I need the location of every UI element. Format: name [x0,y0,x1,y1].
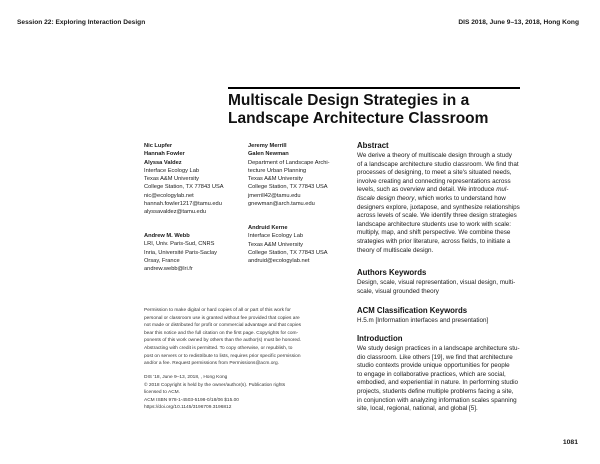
acm-classification-heading: ACM Classification Keywords [357,306,468,315]
abstract-line: landscape architecture students use to work with scale: [357,220,512,228]
affiliation-line: tecture Urban Planning [248,167,307,174]
author-webb [144,232,217,273]
abstract-emphasis: tiscale design theory [357,194,415,202]
author-name: Jeremy Merrill [248,143,287,149]
reference-line: © 2018 Copyright is held by the owner/author(s). Publication rights [144,382,286,388]
affiliation-line: College Station, TX 77843 USA [248,184,328,191]
introduction-heading: Introduction [357,334,403,343]
abstract-line [357,186,520,195]
author-name: Alyssa Valdez [144,159,182,166]
conference-header: DIS 2018, June 9–13, 2018, Hong Kong [458,19,579,26]
keywords-text [357,279,515,296]
author-name: Andruid Kerne [248,225,288,231]
email-line: alyssavaldez@tamu.edu [144,209,207,216]
acm-classification-line: H.5.m [Information interfaces and presentation] [357,317,489,324]
affiliation-line: Orsay, France [144,257,180,264]
permission-line: and/or a fee. Request permissions from Permissions@acm.org. [144,361,279,367]
authors-middle [248,142,330,208]
affiliation-line: Texas A&M University [248,241,303,248]
permission-line: personal or classroom use is granted without fee provided that copies are [144,315,300,321]
paper-title [228,92,558,128]
affiliation-line: College Station, TX 77843 USA [248,249,328,256]
abstract-line: We derive a theory of multiscale design through a study [357,152,512,159]
email-line: jmerrill42@tamu.edu [248,192,301,199]
intro-line: site, local, regional, national, and global [5]. [357,405,478,413]
reference-line: ACM ISBN 978-1-4503-5198-0/18/06 $15.00 [144,397,239,403]
affiliation-line: Texas A&M University [144,176,199,183]
affiliation-line: Interface Ecology Lab [144,167,200,174]
affiliation-line: Inria, Université Paris-Saclay [144,249,218,256]
permission-line: ponents of this work owned by others than the author(s) must be honored. [144,338,302,344]
affiliation-line: LRI, Univ. Paris-Sud, CNRS [144,241,215,248]
intro-line: embodied, and experiential in nature. In performing studio [357,379,519,387]
author-name: Nic Lupfer [144,143,173,149]
affiliation-line: Interface Ecology Lab [248,233,304,240]
abstract-line: theory of multiscale design. [357,246,434,254]
title-line-2: Landscape Architecture Classroom [228,110,489,127]
affiliation-line: Texas A&M University [248,176,303,183]
abstract-line: across levels of scale. We identify three design strategies [357,212,517,220]
permission-notice [144,307,301,368]
intro-line: to engage in collaborative practices, which are social, [357,370,506,378]
abstract-line: involve creating and connecting representations across [357,177,511,185]
title-rule [228,87,520,89]
abstract-heading: Abstract [357,141,389,150]
abstract-line: designers explore, juxtapose, and synthesize relationships [357,203,520,211]
permission-line: post on servers or to redistribute to lists, requires prior specific permission [144,353,301,359]
intro-line: dio classroom. Like others [19], we find that architecture [357,353,513,361]
affiliation-line: College Station, TX 77843 USA [144,184,224,191]
email-line: gnewman@arch.tamu.edu [248,201,315,208]
intro-line: projects, students define multiple problems facing a site, [357,387,514,395]
acm-classification-text [357,317,488,326]
abstract-emphasis: mul- [496,186,509,194]
email-line: nic@ecologylab.net [144,192,194,199]
intro-line: studio contexts provide unique opportunities for people [357,362,510,370]
abstract-line [357,195,520,204]
abstract-line: strategies with prior literature, across fields, to initiate a [357,237,511,245]
author-kerne [248,224,328,265]
doi-link[interactable]: https://doi.org/10.1145/3196709.3196812 [144,405,232,411]
email-line: andrew.webb@lri.fr [144,266,193,273]
abstract-line: processes of designing, to meet a site's situated needs, [357,169,512,177]
permission-line: not made or distributed for profit or commercial advantage and that copies [144,323,302,329]
abstract-text [357,152,520,255]
permission-line: bear this notice and the full citation on the first page. Copyrights for com- [144,330,299,336]
page-number: 1081 [562,439,578,446]
email-line: hannah.fowler1217@tamu.edu [144,201,222,208]
authors-left [144,142,224,217]
title-line-1: Multiscale Design Strategies in a [228,92,470,109]
acm-reference [144,374,285,412]
intro-line: We study design practices in a landscape architecture stu- [357,345,520,352]
author-name: Andrew M. Webb [144,233,190,239]
session-header: Session 22: Exploring Interaction Design [17,19,146,26]
author-name: Galen Newman [248,151,289,158]
abstract-line-text: levels, such as overview and detail. We introduce [357,186,495,194]
author-name: Hannah Fowler [144,151,185,158]
intro-line: in conjunction with analyzing information scales spanning [357,396,517,404]
abstract-line: of a landscape architecture studio classroom. We find that [357,160,519,168]
reference-line: DIS '18, June 9–13, 2018, , Hong Kong [144,375,228,380]
reference-line: licensed to ACM. [144,390,180,396]
email-line: andruid@ecologylab.net [248,258,310,265]
keywords-line: scale, visual grounded theory [357,287,439,295]
introduction-text [357,345,520,414]
affiliation-line: Department of Landscape Archi- [248,159,330,166]
abstract-line: multiply, map, and shift perspective. We combine these [357,229,511,237]
abstract-line-text: , which works to understand how [414,194,506,202]
permission-line: Abstracting with credit is permitted. To copy otherwise, or republish, to [144,345,293,351]
permission-line: Permission to make digital or hard copies of all or part of this work for [144,308,291,313]
keywords-heading: Authors Keywords [357,268,427,277]
keywords-line: Design, scale, visual representation, visual design, multi- [357,279,516,286]
